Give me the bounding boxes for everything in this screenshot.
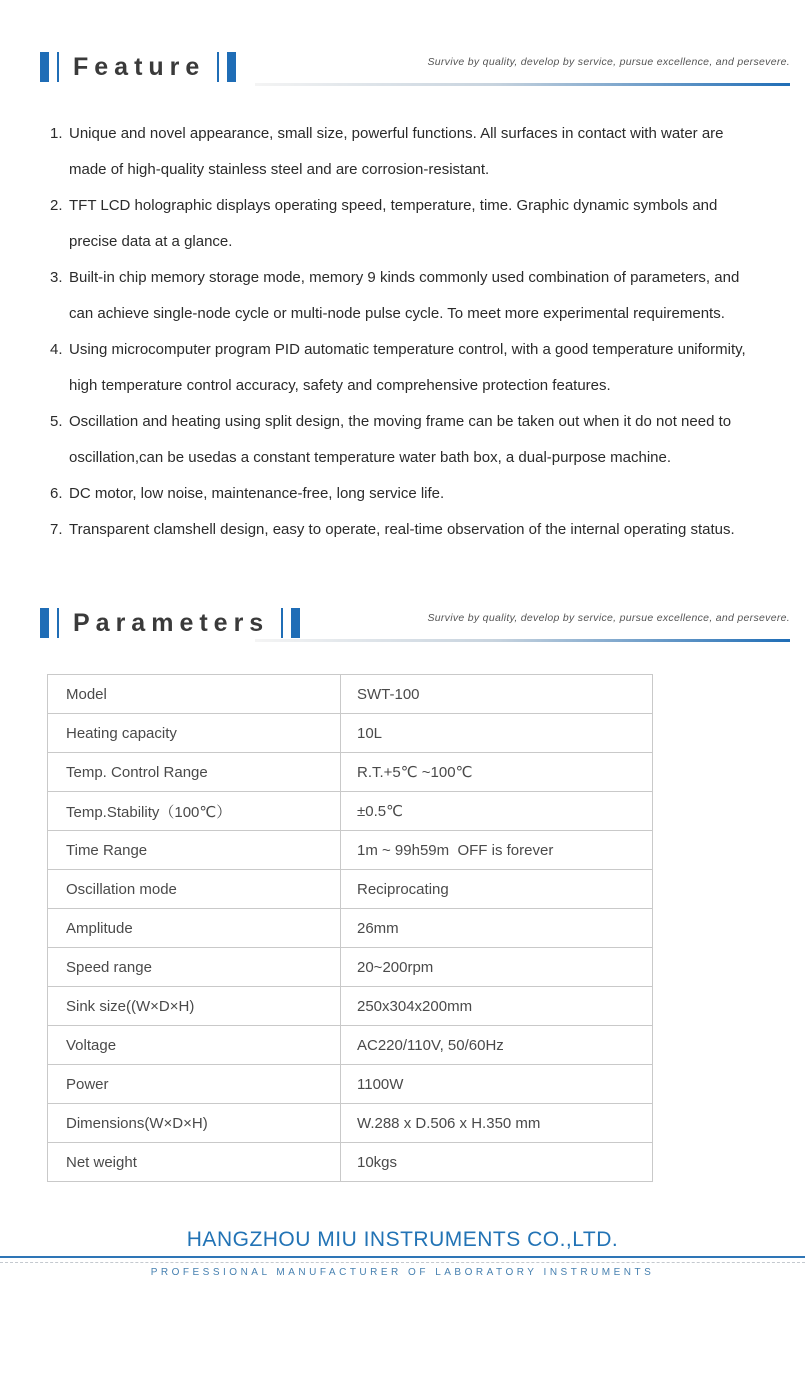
feature-item: Using microcomputer program PID automatic temperature control, with a good temperature uniformity, high temperature control accuracy, safety and comprehensive protection features.: [69, 341, 746, 394]
param-value: R.T.+5℃ ~100℃: [341, 753, 653, 792]
param-label: Amplitude: [48, 909, 341, 948]
accent-line-icon: [57, 52, 59, 82]
accent-bar-icon: [40, 608, 49, 638]
param-value: AC220/110V, 50/60Hz: [341, 1026, 653, 1065]
feature-item: DC motor, low noise, maintenance-free, long service life.: [69, 485, 445, 502]
table-row: [48, 1026, 653, 1065]
table-row: [48, 1065, 653, 1104]
feature-item: Built-in chip memory storage mode, memory 9 kinds commonly used combination of parameters, and can achieve single-node cycle or multi-node pulse cycle. To meet more experimental requirements.: [69, 269, 740, 322]
param-label: Power: [48, 1065, 341, 1104]
company-name: HANGZHOU MIU INSTRUMENTS CO.,LTD.: [186, 1228, 619, 1251]
feature-tagline: Survive by quality, develop by service, pursue excellence, and persevere.: [427, 56, 790, 68]
feature-list: [50, 116, 765, 548]
footer-dashed-divider: [0, 1262, 805, 1263]
feature-title-badge: [40, 52, 236, 82]
param-label: Dimensions(W×D×H): [48, 1104, 341, 1143]
parameters-section-title: Parameters: [73, 608, 270, 637]
table-row: [48, 1143, 653, 1182]
gradient-underline: [255, 83, 790, 86]
parameters-table-body: [48, 675, 653, 1182]
param-label: Net weight: [48, 1143, 341, 1182]
feature-item: Oscillation and heating using split design, the moving frame can be taken out when it do not need to oscillation,can be usedas a constant temperature water bath box, a dual-purpose machine.: [69, 413, 732, 466]
footer: [0, 1228, 805, 1278]
accent-line-icon: [57, 608, 59, 638]
accent-bar-icon: [291, 608, 300, 638]
section-header-parameters: [40, 604, 790, 642]
gradient-underline: [255, 639, 790, 642]
param-value: 250x304x200mm: [341, 987, 653, 1026]
param-value: 1100W: [341, 1065, 653, 1104]
company-subtitle: PROFESSIONAL MANUFACTURER OF LABORATORY INSTRUMENTS: [150, 1267, 655, 1278]
param-label: Time Range: [48, 831, 341, 870]
feature-item: Unique and novel appearance, small size, powerful functions. All surfaces in contact with water are made of high-quality stainless steel and are corrosion-resistant.: [69, 125, 724, 178]
table-row: [48, 909, 653, 948]
feature-header-right: [236, 48, 790, 86]
feature-section-title: Feature: [73, 52, 206, 81]
table-row: [48, 987, 653, 1026]
parameters-title-badge: [40, 608, 300, 638]
table-row: [48, 753, 653, 792]
param-value: W.288 x D.506 x H.350 mm: [341, 1104, 653, 1143]
feature-item: Transparent clamshell design, easy to operate, real-time observation of the internal operating status.: [69, 521, 735, 538]
footer-solid-divider: [0, 1256, 805, 1258]
param-label: Model: [48, 675, 341, 714]
accent-bar-icon: [40, 52, 49, 82]
table-row: [48, 675, 653, 714]
param-value: 1m ~ 99h59m OFF is forever: [341, 831, 653, 870]
parameters-tagline: Survive by quality, develop by service, pursue excellence, and persevere.: [427, 612, 790, 624]
table-row: [48, 870, 653, 909]
parameters-table: [47, 674, 653, 1182]
param-label: Voltage: [48, 1026, 341, 1065]
param-label: Oscillation mode: [48, 870, 341, 909]
param-label: Heating capacity: [48, 714, 341, 753]
param-label: Speed range: [48, 948, 341, 987]
table-row: [48, 831, 653, 870]
param-value: 20~200rpm: [341, 948, 653, 987]
accent-line-icon: [217, 52, 219, 82]
table-row: [48, 792, 653, 831]
table-row: [48, 1104, 653, 1143]
param-value: Reciprocating: [341, 870, 653, 909]
table-row: [48, 948, 653, 987]
param-label: Temp. Control Range: [48, 753, 341, 792]
param-value: SWT-100: [341, 675, 653, 714]
feature-item: TFT LCD holographic displays operating speed, temperature, time. Graphic dynamic symbols and precise data at a glance.: [69, 197, 718, 250]
table-row: [48, 714, 653, 753]
param-value: 26mm: [341, 909, 653, 948]
accent-line-icon: [281, 608, 283, 638]
param-value: 10kgs: [341, 1143, 653, 1182]
param-value: ±0.5℃: [341, 792, 653, 831]
param-label: Temp.Stability（100℃）: [48, 792, 341, 831]
accent-bar-icon: [227, 52, 236, 82]
section-header-feature: [40, 48, 790, 86]
param-label: Sink size((W×D×H): [48, 987, 341, 1026]
parameters-header-right: [300, 604, 790, 642]
param-value: 10L: [341, 714, 653, 753]
